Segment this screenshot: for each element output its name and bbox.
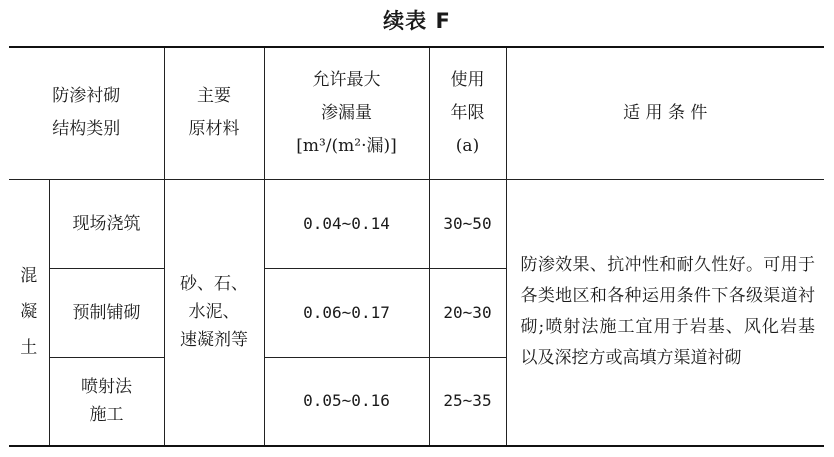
table-row <box>9 179 824 268</box>
row-name-cast-in-place <box>49 179 164 268</box>
row-name-shotcrete <box>49 357 164 446</box>
life-cell: 25~35 <box>429 357 506 446</box>
material-line1: 砂、石、 <box>180 274 248 295</box>
group-label-char: 凝 <box>20 302 38 323</box>
seepage-control-table <box>9 46 824 447</box>
leakage-cell: 0.04~0.14 <box>264 179 429 268</box>
leakage-cell: 0.05~0.16 <box>264 357 429 446</box>
header-leakage-line1: 允许最大 <box>312 69 381 90</box>
header-category-line1: 防渗衬砌 <box>52 86 121 107</box>
header-material-line2: 原材料 <box>188 119 240 140</box>
row-name-text: 预制铺砌 <box>72 302 141 323</box>
header-life-line1: 使用 <box>450 69 485 90</box>
header-leakage-unit: [m³/(m²·漏)] <box>296 135 397 156</box>
header-life <box>429 47 506 179</box>
header-material <box>164 47 264 179</box>
row-name-text: 现场浇筑 <box>72 213 141 234</box>
material-line2: 水泥、 <box>188 302 240 323</box>
header-category <box>9 47 164 179</box>
group-label-char: 土 <box>20 338 38 359</box>
condition-cell: 防渗效果、抗冲性和耐久性好。可用于各类地区和各种运用条件下各级渠道衬砌;喷射法施工宜用于岩基、风化岩基以及深挖方或高填方渠道衬砌 <box>506 179 824 446</box>
life-cell: 30~50 <box>429 179 506 268</box>
table-title: 续表 F <box>383 9 451 33</box>
header-row <box>9 47 824 179</box>
life-cell: 20~30 <box>429 268 506 357</box>
row-name-text: 施工 <box>89 405 124 426</box>
row-name-text: 喷射法 <box>81 377 132 398</box>
leakage-cell: 0.06~0.17 <box>264 268 429 357</box>
group-material <box>164 179 264 446</box>
header-leakage-line2: 渗漏量 <box>321 102 372 123</box>
header-condition <box>506 47 824 179</box>
header-material-line1: 主要 <box>197 86 231 107</box>
header-life-line2: 年限 <box>450 102 485 123</box>
header-category-line2: 结构类别 <box>52 119 121 140</box>
header-life-unit: (a) <box>455 135 480 156</box>
group-label-char: 混 <box>20 266 38 287</box>
header-condition-label: 适 用 条 件 <box>623 102 708 123</box>
material-line3: 速凝剂等 <box>180 330 248 351</box>
row-name-precast <box>49 268 164 357</box>
group-label <box>9 179 49 446</box>
header-leakage <box>264 47 429 179</box>
